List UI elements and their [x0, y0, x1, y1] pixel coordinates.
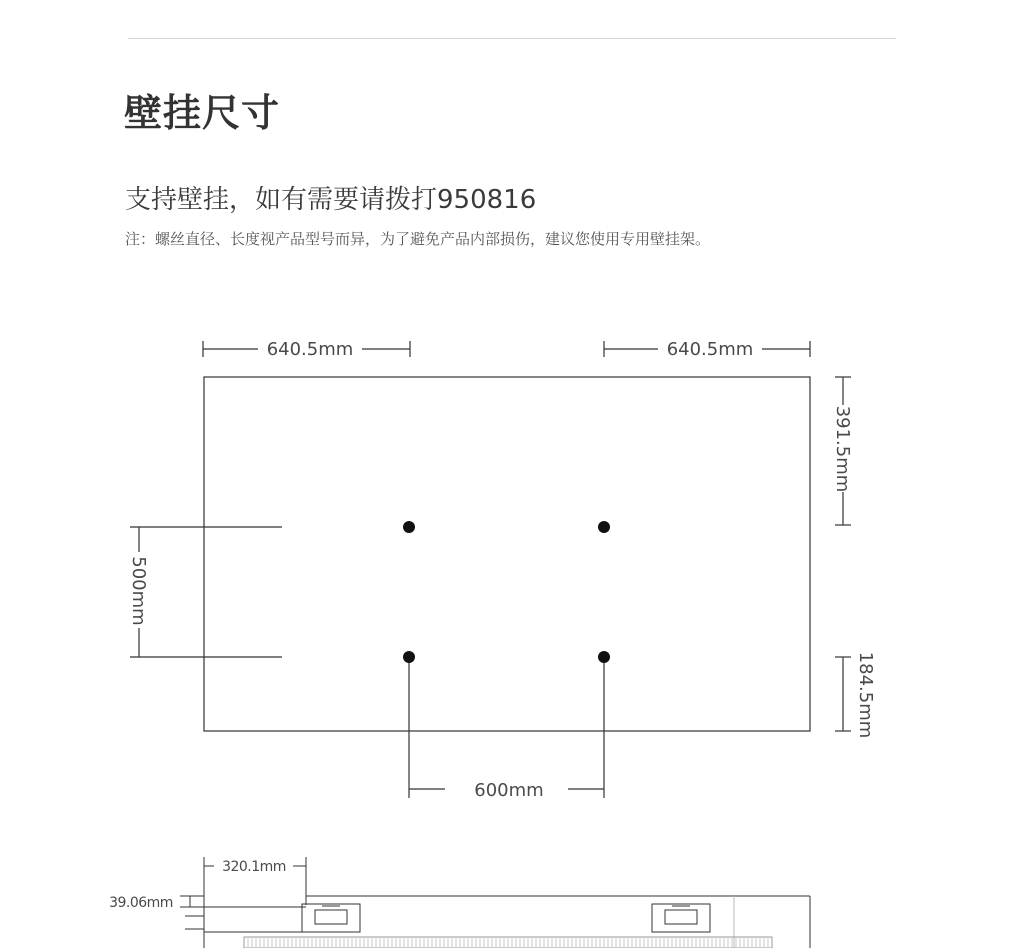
dim-line-left-vertical: [130, 527, 282, 657]
mount-hole-top-right: [598, 521, 610, 533]
dim-line-bottom: [409, 657, 604, 798]
dim-label-bottom: 600mm: [474, 780, 544, 801]
dim-label-right-lower: 184.5mm: [855, 651, 876, 739]
dim-label-bracket-left: 39.06mm: [109, 895, 173, 911]
dim-label-left-vertical: 500mm: [128, 556, 149, 626]
bracket-right: [652, 904, 710, 932]
vent-strip: [244, 937, 772, 948]
mount-hole-bottom-right: [598, 651, 610, 663]
tv-back-outline: [204, 377, 810, 731]
bracket-left: [302, 904, 360, 932]
dim-line-right-lower: [835, 657, 851, 731]
screw-note: 注：螺丝直径、长度视产品型号而异，为了避免产品内部损伤，建议您使用专用壁挂架。: [125, 230, 711, 248]
dim-label-bracket-top: 320.1mm: [222, 859, 286, 875]
dim-label-right-upper: 391.5mm: [832, 405, 853, 493]
hotline-subtitle: 支持壁挂，如有需要请拨打950816: [125, 185, 537, 215]
dim-label-top-left: 640.5mm: [266, 339, 354, 360]
page-title: 壁挂尺寸: [124, 91, 281, 135]
mount-hole-bottom-left: [403, 651, 415, 663]
mount-hole-top-left: [403, 521, 415, 533]
dim-label-top-right: 640.5mm: [666, 339, 754, 360]
